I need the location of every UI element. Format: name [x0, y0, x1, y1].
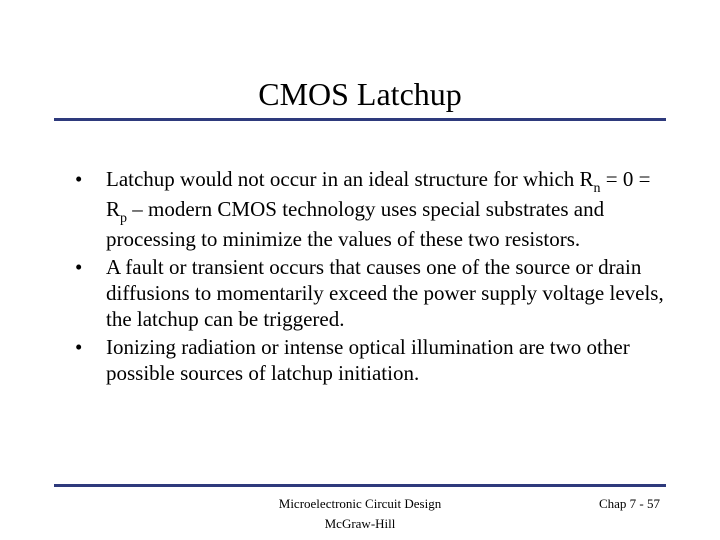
bullet-text: Latchup would not occur in an ideal structure for which R [106, 167, 594, 191]
footer-page-number: Chap 7 - 57 [598, 496, 660, 511]
footer-publisher: McGraw-Hill [324, 516, 396, 531]
bullet-item-1 [75, 166, 675, 252]
title-divider [54, 118, 666, 121]
slide-title: CMOS Latchup [258, 76, 462, 112]
subscript-n: n [593, 181, 601, 196]
footer-book-title: Microelectronic Circuit Design [278, 496, 442, 511]
bullet-item-2 [75, 254, 675, 332]
footer-book-info [230, 494, 490, 534]
subscript-p: p [120, 211, 128, 226]
bullet-text: A fault or transient occurs that causes one of the source or drain diffusions to momentarily exceed the power supply voltage levels, the latchup can be triggered. [106, 255, 664, 331]
bullet-dot: • [75, 167, 83, 191]
bullet-text: – modern CMOS technology uses special substrates and processing to minimize the values of these two resistors. [106, 197, 605, 251]
bullet-text: = 0 = R [106, 167, 651, 221]
bullet-list [75, 166, 675, 388]
bullet-text: Ionizing radiation or intense optical illumination are two other possible sources of latchup initiation. [106, 335, 630, 385]
bullet-dot: • [75, 335, 83, 359]
footer-divider [54, 484, 666, 487]
bullet-item-3 [75, 334, 675, 386]
bullet-dot: • [75, 255, 83, 279]
